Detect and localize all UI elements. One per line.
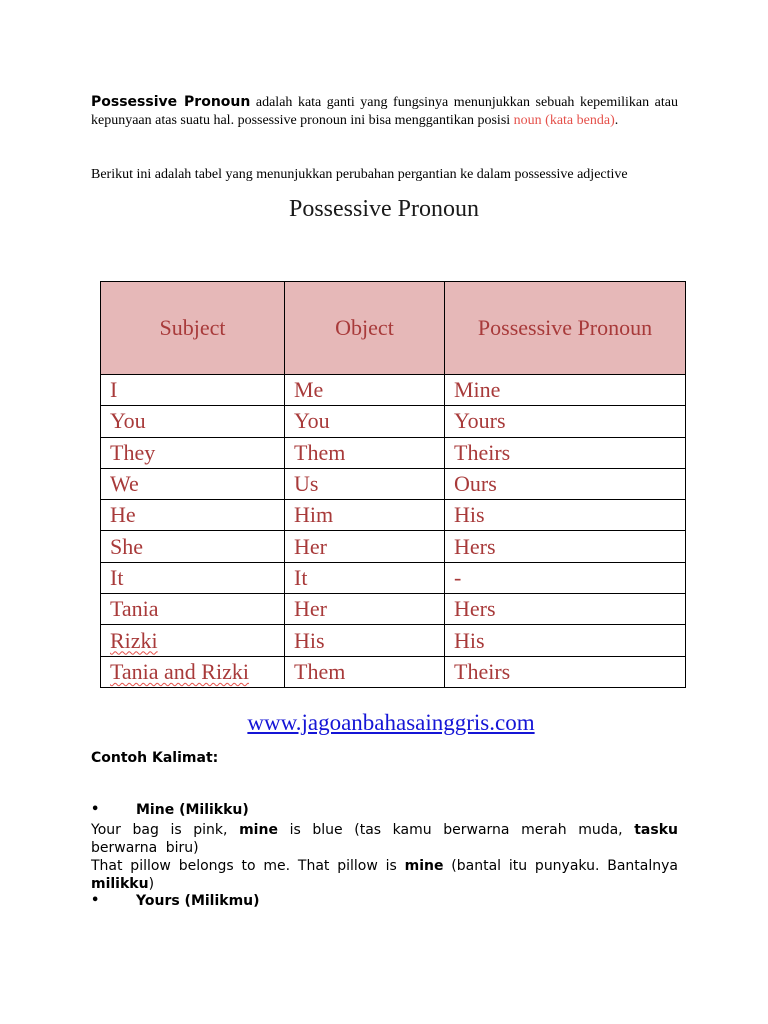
cell-possessive: His: [445, 625, 686, 656]
examples-heading: Contoh Kalimat:: [91, 750, 219, 766]
cell-possessive: Ours: [445, 468, 686, 499]
cell-object: His: [285, 625, 445, 656]
cell-subject: [101, 656, 285, 687]
table-row: [101, 500, 686, 531]
table-row: [101, 437, 686, 468]
cell-object: Them: [285, 437, 445, 468]
cell-subject: They: [101, 437, 285, 468]
cell-possessive: -: [445, 562, 686, 593]
bullet-label: Yours (Milikmu): [136, 893, 260, 909]
table-row: [101, 625, 686, 656]
intro-text: adalah kata ganti yang fungsinya menunjukkan sebuah kepemilikan atau kepunyaan atas suatu hal. possessive pronoun ini bisa menggantikan posisi: [91, 95, 678, 128]
header-object: Object: [285, 282, 445, 375]
intro-period: .: [614, 112, 619, 128]
lead-sentence: Berikut ini adalah tabel yang menunjukkan perubahan pergantian ke dalam possessive adjective: [91, 167, 628, 182]
cell-subject: She: [101, 531, 285, 562]
table-row: [101, 562, 686, 593]
example-sentence-1: Your bag is pink, mine is blue (tas kamu berwarna merah muda, tasku berwarna biru): [91, 822, 678, 856]
spellcheck-word: Tania and Rizki: [110, 658, 249, 684]
cell-possessive: Mine: [445, 375, 686, 406]
table-row: [101, 656, 686, 687]
intro-noun-highlight: noun (kata benda): [513, 112, 615, 128]
cell-subject: I: [101, 375, 285, 406]
cell-object: Him: [285, 500, 445, 531]
cell-subject: We: [101, 468, 285, 499]
table-row: [101, 406, 686, 437]
table-row: [101, 468, 686, 499]
term-possessive-pronoun: Possessive Pronoun: [91, 94, 251, 110]
cell-object: Her: [285, 531, 445, 562]
cell-possessive: Yours: [445, 406, 686, 437]
cell-possessive: Hers: [445, 594, 686, 625]
website-link[interactable]: www.jagoanbahasainggris.com: [247, 710, 535, 735]
cell-object: Them: [285, 656, 445, 687]
bullet-icon: •: [91, 893, 100, 908]
cell-possessive: Hers: [445, 531, 686, 562]
intro-paragraph: [91, 94, 678, 129]
cell-possessive: Theirs: [445, 437, 686, 468]
cell-subject: You: [101, 406, 285, 437]
bullet-label: Mine (Milikku): [136, 802, 249, 818]
table-title: Possessive Pronoun: [288, 196, 480, 222]
cell-subject: [101, 625, 285, 656]
bullet-icon: •: [91, 802, 100, 817]
cell-possessive: His: [445, 500, 686, 531]
cell-subject: Tania: [101, 594, 285, 625]
table-header-row: [101, 282, 686, 375]
cell-object: Us: [285, 468, 445, 499]
cell-object: Her: [285, 594, 445, 625]
table-row: [101, 594, 686, 625]
table-row: [101, 375, 686, 406]
cell-possessive: Theirs: [445, 656, 686, 687]
table-row: [101, 531, 686, 562]
cell-subject: It: [101, 562, 285, 593]
cell-subject: He: [101, 500, 285, 531]
pronoun-table: [100, 281, 686, 688]
example-sentence-2: That pillow belongs to me. That pillow is mine (bantal itu punyaku. Bantalnya milikku): [91, 858, 678, 892]
header-subject: Subject: [101, 282, 285, 375]
cell-object: Me: [285, 375, 445, 406]
cell-object: You: [285, 406, 445, 437]
spellcheck-word: Rizki: [110, 627, 158, 653]
header-possessive: Possessive Pronoun: [445, 282, 686, 375]
cell-object: It: [285, 562, 445, 593]
